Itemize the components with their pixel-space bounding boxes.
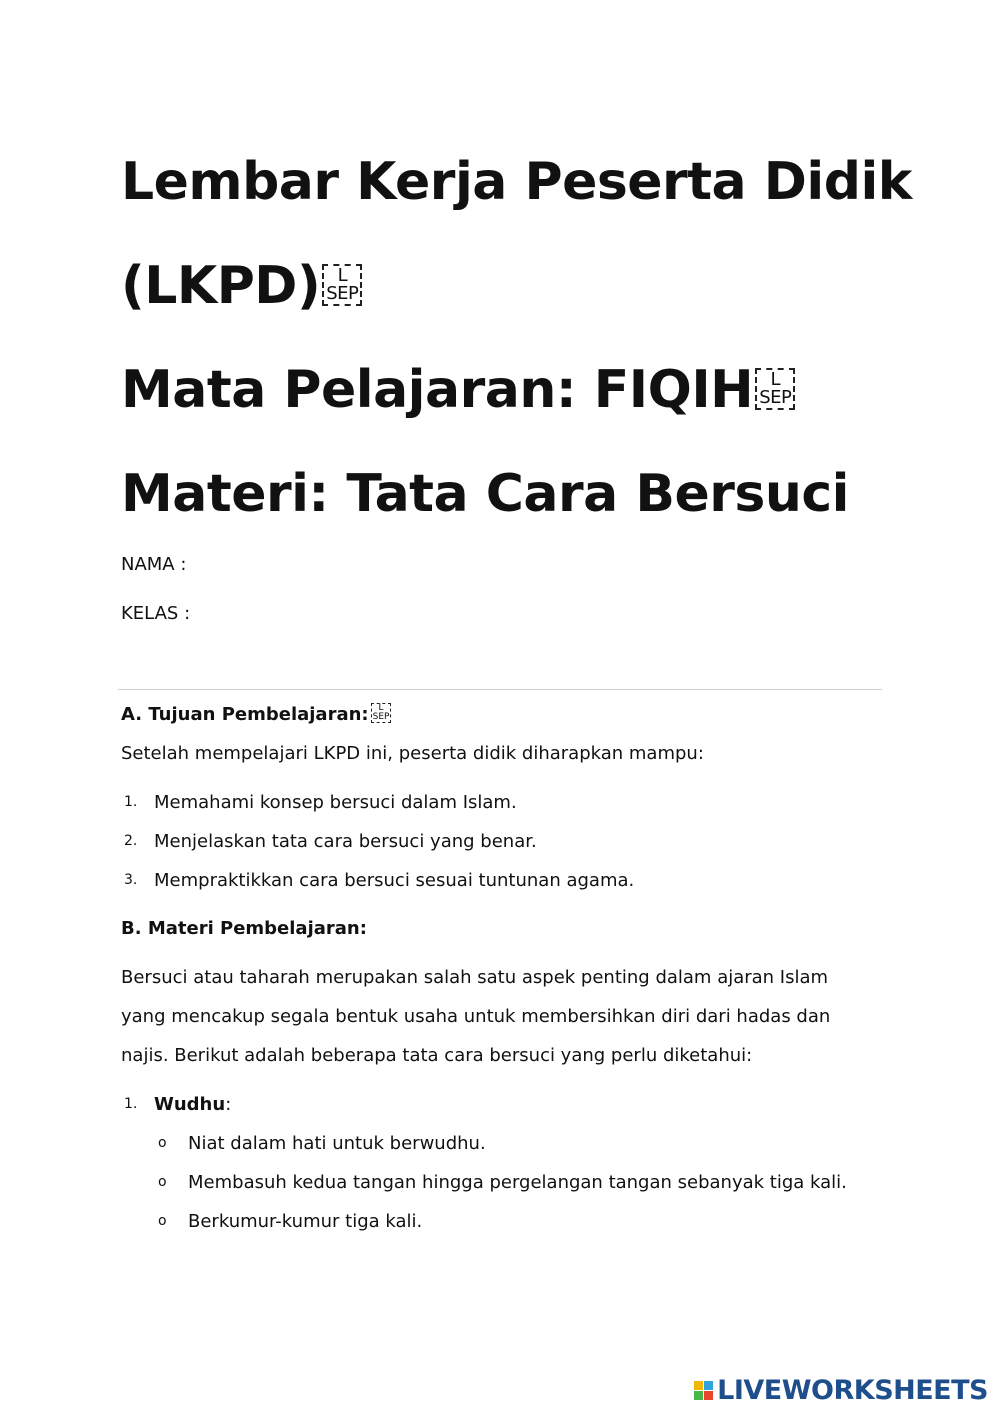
sep-control-glyph: L SEP	[755, 368, 795, 410]
list-item: o Niat dalam hati untuk berwudhu.	[158, 1133, 486, 1154]
wudhu-steps	[121, 1124, 881, 1241]
methods-list	[121, 1085, 881, 1124]
list-item: o Membasuh kedua tangan hingga pergelangan tangan sebanyak tiga kali.	[158, 1172, 847, 1193]
list-item: 2. Menjelaskan tata cara bersuci yang benar.	[124, 831, 537, 852]
sep-control-glyph: L SEP	[372, 703, 390, 722]
worksheet-content	[121, 700, 881, 1241]
paragraph-line: Bersuci atau taharah merupakan salah satu aspek penting dalam ajaran Islam	[121, 967, 829, 988]
divider	[118, 689, 882, 690]
paragraph-line: najis. Berikut adalah beberapa tata cara bersuci yang perlu diketahui:	[121, 1045, 753, 1066]
title-line-2: (LKPD) L SEP	[121, 234, 881, 338]
section-a-intro: Setelah mempelajari LKPD ini, peserta didik diharapkan mampu:	[121, 743, 704, 764]
title-line-3: Mata Pelajaran: FIQIH L SEP	[121, 338, 881, 442]
list-item: 3. Mempraktikkan cara bersuci sesuai tuntunan agama.	[124, 870, 635, 891]
liveworksheets-logo[interactable]	[694, 1375, 988, 1406]
nama-field: NAMA :	[121, 554, 187, 575]
logo-text: LIVEWORKSHEETS	[717, 1375, 988, 1406]
title-line-4: Materi: Tata Cara Bersuci	[121, 464, 849, 524]
objectives-list	[121, 783, 881, 900]
title-line-1: Lembar Kerja Peserta Didik	[121, 152, 912, 212]
list-item-wudhu: 1. Wudhu:	[124, 1094, 232, 1115]
section-b-heading: B. Materi Pembelajaran:	[121, 918, 367, 939]
liveworksheets-logo-icon	[694, 1381, 713, 1400]
list-item: o Berkumur-kumur tiga kali.	[158, 1211, 423, 1232]
section-b-paragraph	[121, 958, 881, 1075]
list-item: 1. Memahami konsep bersuci dalam Islam.	[124, 792, 517, 813]
section-a-heading: A. Tujuan Pembelajaran: L SEP	[121, 703, 390, 725]
title-block	[121, 130, 912, 546]
sep-control-glyph: L SEP	[322, 264, 362, 306]
paragraph-line: yang mencakup segala bentuk usaha untuk membersihkan diri dari hadas dan	[121, 1006, 831, 1027]
kelas-field: KELAS :	[121, 603, 191, 624]
